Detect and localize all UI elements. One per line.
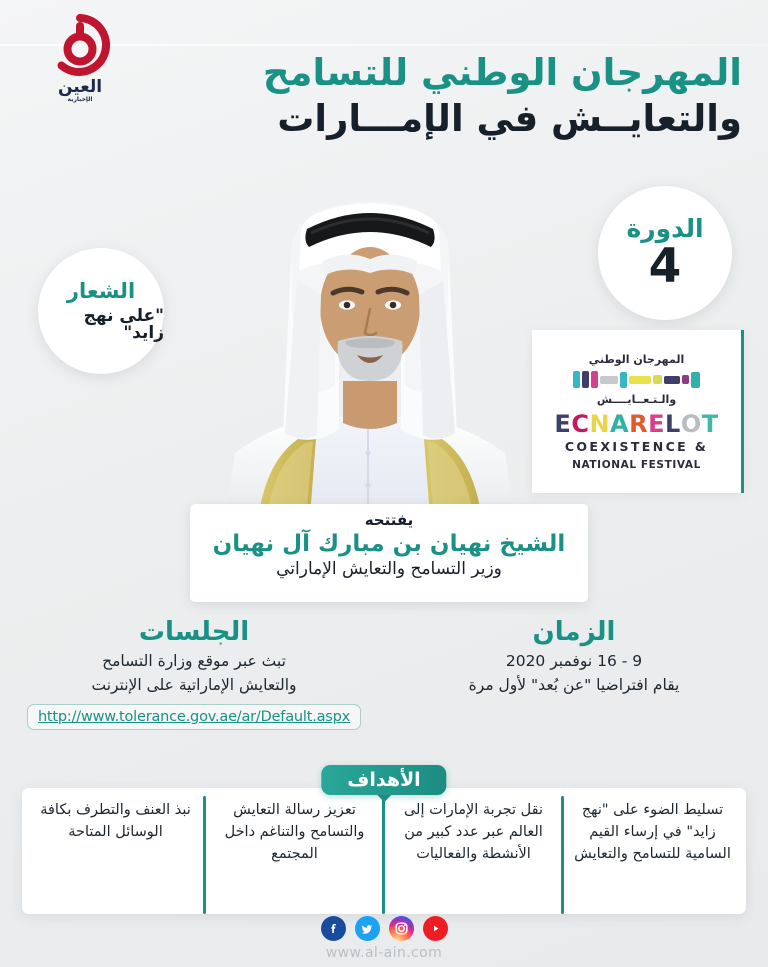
al-ain-circle-ain-logo xyxy=(49,14,111,76)
festival-logo-card xyxy=(532,330,744,493)
goal-item: نبذ العنف والتطرف بكافة الوسائل المتاحة xyxy=(26,800,205,902)
title-line-1: المهرجان الوطني للتسامح xyxy=(262,51,742,94)
sessions-section xyxy=(8,618,380,730)
time-heading: الزمان xyxy=(532,617,616,647)
title-line-2: والتعايــش في الإمـــارات xyxy=(277,97,742,141)
instagram-icon[interactable] xyxy=(389,916,414,941)
sessions-line-2: والتعايش الإماراتية على الإنترنت xyxy=(91,676,297,695)
goal-item: تعزيز رسالة التعايش والتسامح والتناغم داخل المجتمع xyxy=(205,800,384,902)
brand-name: العين xyxy=(57,77,103,97)
speaker-prefix: يفتتحه xyxy=(364,511,414,529)
al-ain-logo xyxy=(28,14,132,114)
youtube-icon[interactable] xyxy=(423,916,448,941)
page-title xyxy=(122,50,742,143)
sessions-heading: الجلسات xyxy=(138,617,250,647)
goal-item: تسليط الضوء على "نهج زايد" في إرساء القيم السامية للتسامح والتعايش xyxy=(574,802,731,862)
time-section xyxy=(388,618,760,697)
edition-label: الدورة xyxy=(626,214,704,243)
slogan-badge xyxy=(38,248,164,374)
sessions-line-1: تبث عبر موقع وزارة التسامح xyxy=(102,651,286,670)
twitter-icon[interactable] xyxy=(355,916,380,941)
speaker-card xyxy=(190,504,588,602)
website-url: www.al-ain.com xyxy=(325,945,443,961)
al-ain-wordmark xyxy=(58,79,102,103)
footer xyxy=(0,916,768,961)
speaker-name: الشيخ نهيان بن مبارك آل نهيان xyxy=(212,530,566,557)
slogan-label: الشعار xyxy=(66,278,136,303)
social-links xyxy=(0,916,768,941)
festival-tolerance-wordmark: TOLERANCE xyxy=(554,409,719,438)
brand-tagline: الإخبارية xyxy=(67,96,93,103)
festival-national-text: NATIONAL FESTIVAL xyxy=(572,458,701,471)
speaker-portrait xyxy=(205,185,535,530)
goal-item: نقل تجربة الإمارات إلى العالم عبر عدد كبير من الأنشطة والفعاليات xyxy=(384,800,563,902)
goals-card xyxy=(22,788,746,914)
festival-arabic-sub: والـتـعــايــــش xyxy=(596,392,677,406)
sessions-url-link[interactable]: http://www.tolerance.gov.ae/ar/Default.aspx xyxy=(27,704,361,730)
festival-arabic-wordmark-art xyxy=(573,369,700,391)
festival-logo-kicker: المهرجان الوطني xyxy=(588,352,685,366)
time-note: يقام افتراضيا "عن بُعد" لأول مرة xyxy=(468,676,680,695)
time-dates: 9 - 16 نوفمبر 2020 xyxy=(505,651,643,670)
speaker-role: وزير التسامح والتعايش الإماراتي xyxy=(276,559,502,580)
slogan-value: "على نهج زايد" xyxy=(83,305,164,343)
facebook-icon[interactable] xyxy=(321,916,346,941)
festival-coexistence-text: & COEXISTENCE xyxy=(564,438,709,454)
edition-badge xyxy=(598,186,732,320)
edition-number: 4 xyxy=(648,239,682,294)
goals-pill-label: الأهداف xyxy=(321,765,446,795)
